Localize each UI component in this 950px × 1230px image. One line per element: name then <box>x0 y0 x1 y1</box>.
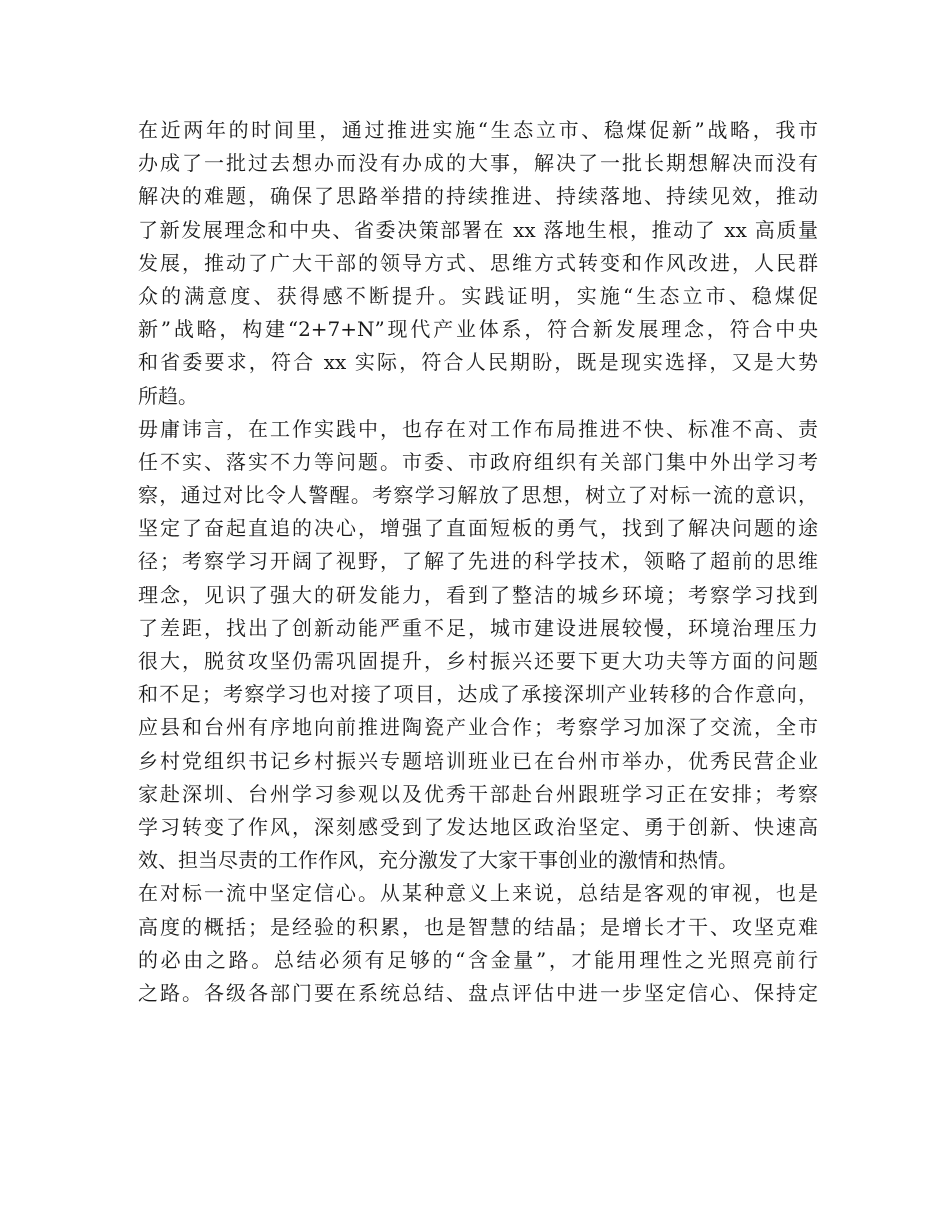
text-line: 学习转变了作风，深刻感受到了发达地区政治坚定、勇于创新、快速高 <box>138 814 818 839</box>
text-line: 坚定了奋起直追的决心，增强了直面短板的勇气，找到了解决问题的途 <box>138 516 818 541</box>
text-line: 在对标一流中坚定信心。从某种意义上来说，总结是客观的审视，也是 <box>138 881 818 906</box>
text-line: 之路。各级各部门要在系统总结、盘点评估中进一步坚定信心、保持定 <box>138 980 818 1005</box>
text-line: 办成了一批过去想办而没有办成的大事，解决了一批长期想解决而没有 <box>138 151 818 176</box>
text-line: 和省委要求，符合 xx 实际，符合人民期盼，既是现实选择，又是大势 <box>138 350 818 375</box>
paragraph-1 <box>138 114 818 413</box>
paragraph-3 <box>138 877 818 1010</box>
text-line: 解决的难题，确保了思路举措的持续推进、持续落地、持续见效，推动 <box>138 184 818 209</box>
text-line: 的必由之路。总结必须有足够的“含金量”，才能用理性之光照亮前行 <box>138 947 818 972</box>
text-line: 乡村党组织书记乡村振兴专题培训班业已在台州市举办，优秀民营企业 <box>138 748 818 773</box>
text-line: 了差距，找出了创新动能严重不足，城市建设进展较慢，环境治理压力 <box>138 615 818 640</box>
text-line: 任不实、落实不力等问题。市委、市政府组织有关部门集中外出学习考 <box>138 449 818 474</box>
text-line: 众的满意度、获得感不断提升。实践证明，实施“生态立市、稳煤促 <box>138 283 818 308</box>
text-line: 新”战略，构建“2+7+N”现代产业体系，符合新发展理念，符合中央 <box>138 317 818 342</box>
text-line: 所趋。 <box>138 383 198 408</box>
text-line: 发展，推动了广大干部的领导方式、思维方式转变和作风改进，人民群 <box>138 250 818 275</box>
text-line: 在近两年的时间里，通过推进实施“生态立市、稳煤促新”战略，我市 <box>138 118 818 142</box>
text-line: 高度的概括；是经验的积累，也是智慧的结晶；是增长才干、攻坚克难 <box>138 914 818 939</box>
text-line: 径；考察学习开阔了视野，了解了先进的科学技术，领略了超前的思维 <box>138 549 818 574</box>
text-line: 和不足；考察学习也对接了项目，达成了承接深圳产业转移的合作意向， <box>138 682 818 707</box>
text-line: 察，通过对比令人警醒。考察学习解放了思想，树立了对标一流的意识， <box>138 483 818 508</box>
document-body <box>138 114 818 1010</box>
text-line: 毋庸讳言，在工作实践中，也存在对工作布局推进不快、标准不高、责 <box>138 416 818 441</box>
text-line: 了新发展理念和中央、省委决策部署在 xx 落地生根，推动了 xx 高质量 <box>138 217 818 242</box>
text-line: 效、担当尽责的工作作风，充分激发了大家干事创业的激情和热情。 <box>138 848 738 873</box>
text-line: 很大，脱贫攻坚仍需巩固提升，乡村振兴还要下更大功夫等方面的问题 <box>138 649 818 673</box>
text-line: 理念，见识了强大的研发能力，看到了整洁的城乡环境；考察学习找到 <box>138 582 818 607</box>
text-line: 家赴深圳、台州学习参观以及优秀干部赴台州跟班学习正在安排；考察 <box>138 781 818 806</box>
text-line: 应县和台州有序地向前推进陶瓷产业合作；考察学习加深了交流，全市 <box>138 715 818 740</box>
paragraph-2 <box>138 413 818 878</box>
